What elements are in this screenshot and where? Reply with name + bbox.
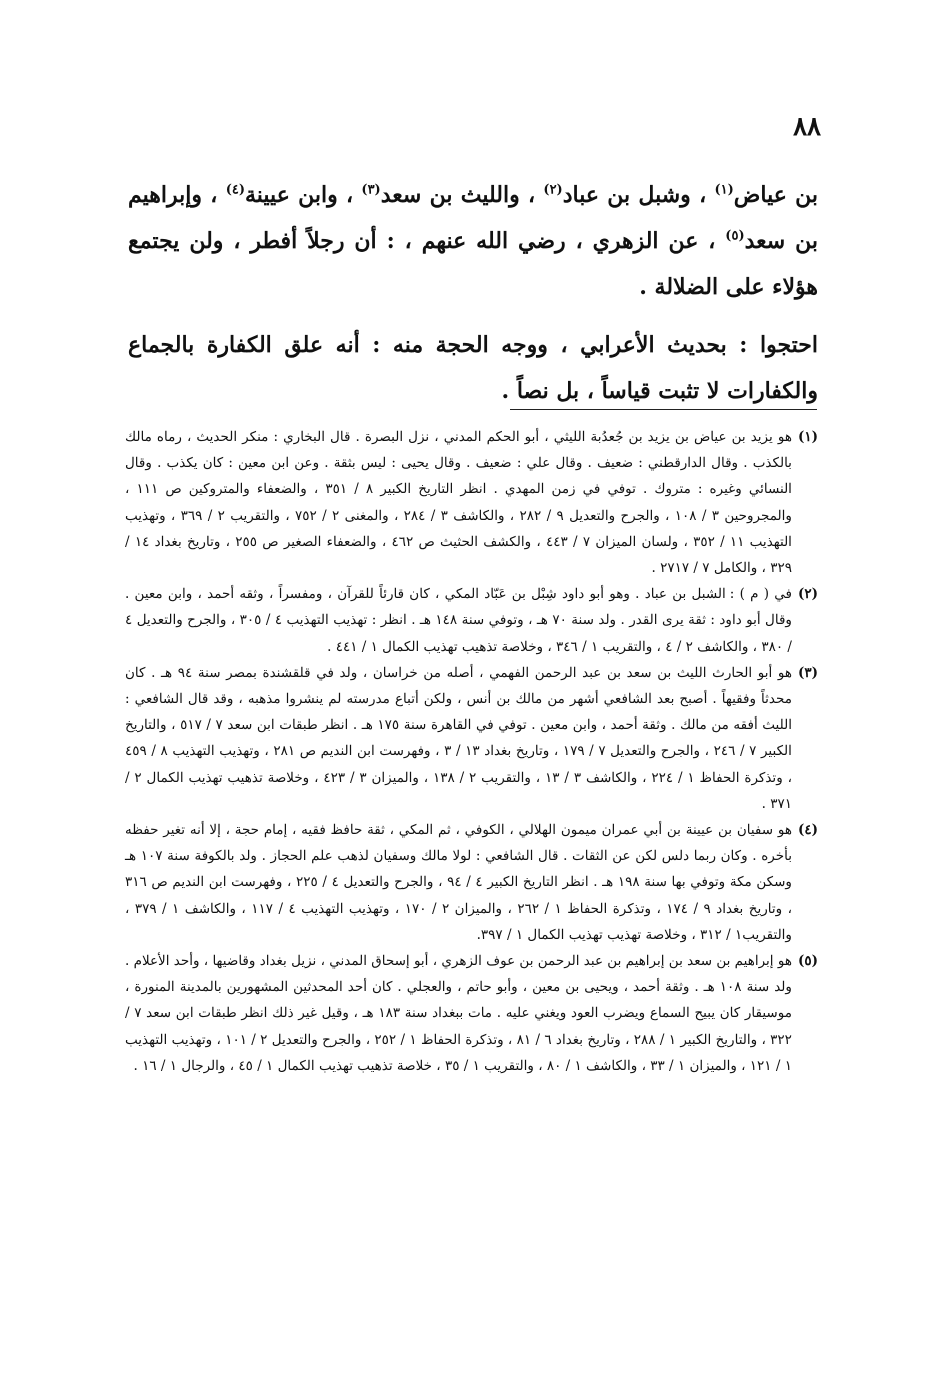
footnote-separator [510,409,817,410]
footnote-ref-1: (١) [714,182,734,198]
footnote-text: هو سفيان بن عيينة بن أبي عمران ميمون الهلالي ، الكوفي ، ثم المكي ، ثقة حافظ فقيه ، إمام حجة ، إلا أنه تغير حفظه بأخره . وكان ربما دلس لكن عن الثقات . قال الشافعي : لولا مالك وسفيان لذهب علم الحجاز . ولد بالكوفة سنة ١٠٧ هـ وسكن مكة وتوفي بها سنة ١٩٨ هـ . انظر التاريخ الكبير ٤ / ٩٤ ، والجرح والتعديل ٤ / ٢٢٥ ، وفهرست ابن النديم ص ٣١٦ ، وتاريخ بغداد ٩ / ١٧٤ ، وتذكرة الحفاظ ١ / ٢٦٢ ، والميزان ٢ / ١٧٠ ، وتهذيب التهذيب ٤ / ١١٧ ، والكاشف ١ / ٣٧٩ ، والتقريب١ / ٣١٢ ، وخلاصة تهذيب تهذيب الكمال ١ / ٣٩٧. [125,822,792,943]
page-number: ٨٨ [793,112,821,142]
footnote-number: (١) [797,429,818,445]
footnote-number: (٥) [797,953,818,970]
text-segment: بن عياض [733,182,818,208]
footnote-number: (٢) [797,586,818,603]
footnote-text: هو إبراهيم بن سعد بن إبراهيم بن عبد الرحمن بن عوف الزهري ، أبو إسحاق المدني ، نزيل بغداد وقاضيها ، وأحد الأعلام . ولد سنة ١٠٨ هـ . وثقة أحمد ، ويحيى بن معين ، وأبو حاتم ، والعجلي . كان أحد المحدثين المشهورين بالمدينة المنورة ، موسيقار كان يبيح السماع ويضرب العود ويغني عليه . مات ببغداد سنة ١٨٣ هـ ، وقيل غير ذلك انظر طبقات ابن سعد ٧ / ٣٢٢ ، والتاريخ الكبير ١ / ٢٨٨ ، وتاريخ بغداد ٦ / ٨١ ، وتذكرة الحفاظ ١ / ٢٥٢ ، والجرح والتعديل ٢ / ١٠١ ، وتهذيب التهذيب ١ / ١٢١ ، والميزان ١ / ٣٣ ، والكاشف ١ / ٨٠ ، والتقريب ١ / ٣٥ ، خلاصة تذهيب تهذيب الكمال ١ / ٤٥ ، والرجال ١ / ١٦ . [125,953,792,1074]
footnote-ref-3: (٣) [361,182,381,198]
footnote-text: الشبل بن عباد . وهو أبو داود شِبْل بن عَبّاد المكي ، كان قارئاً للقرآن ، ومفسراً ، وثقه أحمد ، وابن معين . وقال أبو داود : ثقة يرى القدر . ولد سنة ٧٠ هـ ، وتوفي سنة ١٤٨ هـ . انظر : تهذيب التهذيب ٤ / ٣٠٥ ، والجرح والتعديل ٤ / ٣٨٠ ، والكاشف ٢ / ٤ ، والتقريب ١ / ٣٤٦ ، وخلاصة تذهيب تهذيب الكمال ١ / ٤٤١ . [125,586,792,655]
footnote-2 [125,581,818,660]
main-text [128,172,818,414]
footnote-ref-2: (٢) [543,182,563,198]
footnote-body [125,581,792,660]
footnote-ref-5: (٥) [725,228,745,244]
text-segment: ، والليث بن سعد [380,182,544,208]
paragraph-narrators [128,172,818,310]
footnote-5 [125,948,818,1079]
footnote-text: هو يزيد بن عياض بن يزيد بن جُعدُبة الليثي ، أبو الحكم المدني ، نزل البصرة . قال البخاري : منكر الحديث ، رماه مالك بالكذب . وقال الدارقطني : ضعيف . وقال علي : ضعيف . وقال يحيى : ليس بثقة . وعن ابن معين : كان يكذب . وقال النسائي وغيره : متروك . توفي في زمن المهدي . انظر التاريخ الكبير ٨ / ٣٥١ ، والضعفاء والمتروكين ص ١١١ ، والمجروحين ٣ / ١٠٨ ، والجرح والتعديل ٩ / ٢٨٢ ، والكاشف ٣ / ٢٨٤ ، والمغنى ٢ / ٧٥٢ ، والتقريب ٢ / ٣٦٩ ، وتهذيب التهذيب ١١ / ٣٥٢ ، ولسان الميزان ٧ / ٤٤٣ ، والكشف الحثيث ص ٤٦٢ ، والضعفاء الصغير ص ٢٥٥ ، وتاريخ بغداد ١٤ / ٣٢٩ ، والكامل ٧ / ٢٧١٧ . [125,429,792,577]
text-segment: ، عن الزهري ، رضي الله عنهم ، : أن رجلاً أفطر ، ولن يجتمع هؤلاء على الضلالة . [128,228,818,300]
footnote-number: (٤) [797,822,818,839]
text-segment: ، وإبراهيم بن سعد [128,182,818,254]
paragraph-argument [128,322,818,414]
footnote-prefix: في ( م ) : [729,586,792,603]
text-segment: احتجوا : بحديث الأعرابي ، ووجه الحجة منه : أنه علق الكفارة بالجماع والكفارات لا تثبت قياساً ، بل نصاً . [128,332,818,404]
text-segment: ، وشبل بن عباد [562,182,715,208]
footnote-text: هو أبو الحارث الليث بن سعد بن عبد الرحمن الفهمي ، أصله من خراسان ، ولد في قلقشندة بمصر سنة ٩٤ هـ . كان محدثاً وفقيهاً . أصبح بعد الشافعي أشهر من مالك بن أنس ، ولكن أتباع مدرسته لم ينشروا مذهبه ، وقد قال الشافعي : الليث أفقه من مالك . وثقة أحمد ، وابن معين . توفي في القاهرة سنة ١٧٥ هـ . انظر طبقات ابن سعد ٧ / ٥١٧ ، والتاريخ الكبير ٧ / ٢٤٦ ، والجرح والتعديل ٧ / ١٧٩ ، وتاريخ بغداد ١٣ / ٣ ، وفهرست ابن النديم ص ٢٨١ ، وتهذيب التهذيب ٨ / ٤٥٩ ، وتذكرة الحفاظ ١ / ٢٢٤ ، والكاشف ٣ / ١٣ ، والتقريب ٢ / ١٣٨ ، والميزان ٣ / ٤٢٣ ، وخلاصة تذهيب تهذيب الكمال ٢ / ٣٧١ . [125,664,792,812]
footnote-3 [125,660,818,817]
footnote-number: (٣) [797,664,818,681]
footnote-4 [125,817,818,948]
footnotes [125,424,818,1079]
footnote-1 [125,424,818,581]
footnote-ref-4: (٤) [225,182,245,198]
text-segment: ، وابن عيينة [244,182,362,208]
